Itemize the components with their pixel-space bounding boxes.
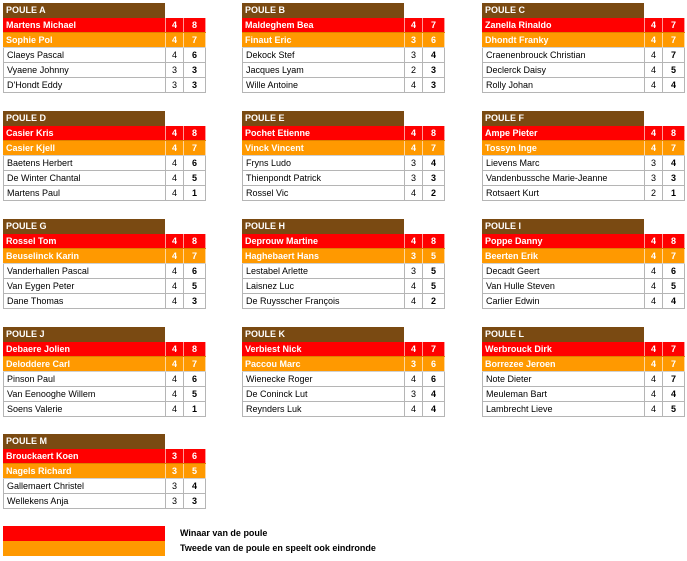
played-count: 4	[404, 372, 422, 386]
poule-row	[482, 78, 685, 93]
points-value: 3	[422, 171, 445, 185]
poule-row	[482, 33, 685, 48]
poule-row	[242, 372, 445, 387]
poule-row	[482, 171, 685, 186]
poule-row	[482, 126, 685, 141]
played-count: 3	[404, 48, 422, 62]
played-count: 3	[644, 171, 662, 185]
points-value: 7	[183, 141, 206, 155]
poule-table	[482, 111, 685, 201]
poule-row	[3, 402, 206, 417]
player-name: Dane Thomas	[3, 294, 165, 308]
points-value: 8	[422, 126, 445, 140]
played-count: 3	[165, 78, 183, 92]
played-count: 3	[165, 494, 183, 508]
points-value: 7	[662, 249, 685, 263]
player-name: Tossyn Inge	[485, 143, 537, 153]
poule-title: POULE E	[242, 111, 404, 126]
played-count: 4	[165, 279, 183, 293]
poule-title: POULE F	[482, 111, 644, 126]
poule-row	[3, 357, 206, 372]
poule-row	[242, 357, 445, 372]
played-count: 4	[404, 126, 422, 140]
poule-table	[3, 434, 206, 509]
points-value: 7	[662, 357, 685, 371]
poule-table	[3, 111, 206, 201]
player-name: Vandenbussche Marie-Jeanne	[482, 171, 644, 185]
player-name: Rossel Tom	[6, 236, 57, 246]
played-count: 3	[165, 464, 183, 478]
points-value: 7	[422, 18, 445, 32]
poule-row	[242, 264, 445, 279]
player-name: Lievens Marc	[482, 156, 644, 170]
points-value: 3	[422, 78, 445, 92]
legend-winner-swatch	[3, 526, 165, 541]
player-name: Meuleman Bart	[482, 387, 644, 401]
poule-title: POULE B	[242, 3, 404, 18]
points-value: 4	[662, 156, 685, 170]
poule-table	[242, 219, 445, 309]
played-count: 4	[644, 279, 662, 293]
played-count: 2	[644, 186, 662, 200]
player-name: Verbiest Nick	[245, 344, 302, 354]
points-value: 8	[183, 126, 206, 140]
points-value: 6	[422, 33, 445, 47]
legend-runner-up-label: Tweede van de poule en speelt ook eindronde	[180, 543, 376, 553]
poule-row	[482, 18, 685, 33]
poule-row	[3, 494, 206, 509]
poule-row	[242, 294, 445, 309]
player-name: Pochet Etienne	[245, 128, 311, 138]
poule-row	[3, 141, 206, 156]
player-name: Sophie Pol	[6, 35, 53, 45]
poule-row	[482, 249, 685, 264]
poule-row	[242, 342, 445, 357]
played-count: 3	[404, 156, 422, 170]
poule-row	[482, 234, 685, 249]
poule-row	[482, 342, 685, 357]
points-value: 7	[662, 342, 685, 356]
points-value: 4	[662, 387, 685, 401]
points-value: 3	[422, 63, 445, 77]
played-count: 4	[404, 294, 422, 308]
played-count: 4	[404, 279, 422, 293]
player-name: Decadt Geert	[482, 264, 644, 278]
player-name: Beuselinck Karin	[6, 251, 80, 261]
player-name: Casier Kris	[6, 128, 54, 138]
poule-title: POULE J	[3, 327, 165, 342]
played-count: 4	[644, 342, 662, 356]
player-name: Reynders Luk	[242, 402, 404, 416]
points-value: 2	[422, 186, 445, 200]
points-value: 7	[662, 48, 685, 62]
points-value: 3	[183, 63, 206, 77]
player-name: Wellekens Anja	[3, 494, 165, 508]
poule-row	[242, 249, 445, 264]
poule-table	[242, 111, 445, 201]
played-count: 4	[165, 18, 183, 32]
played-count: 4	[165, 141, 183, 155]
poule-row	[242, 279, 445, 294]
poule-title: POULE H	[242, 219, 404, 234]
points-value: 8	[662, 234, 685, 248]
points-value: 4	[422, 156, 445, 170]
poule-table	[3, 219, 206, 309]
poule-row	[482, 156, 685, 171]
player-name: Rolly Johan	[482, 78, 644, 92]
player-name: Vyaene Johnny	[3, 63, 165, 77]
played-count: 4	[165, 33, 183, 47]
points-value: 7	[662, 372, 685, 386]
poule-table	[3, 327, 206, 417]
player-name: Paccou Marc	[245, 359, 301, 369]
played-count: 3	[404, 264, 422, 278]
poule-row	[3, 342, 206, 357]
player-name: Gallemaert Christel	[3, 479, 165, 493]
played-count: 4	[165, 186, 183, 200]
player-name: Van Eenooghe Willem	[3, 387, 165, 401]
player-name: De Winter Chantal	[3, 171, 165, 185]
player-name: Martens Paul	[3, 186, 165, 200]
poule-table	[482, 3, 685, 93]
points-value: 7	[422, 141, 445, 155]
poule-row	[482, 294, 685, 309]
played-count: 4	[644, 387, 662, 401]
played-count: 3	[404, 249, 422, 263]
poule-row	[3, 186, 206, 201]
player-name: Wille Antoine	[242, 78, 404, 92]
played-count: 4	[644, 141, 662, 155]
played-count: 4	[404, 141, 422, 155]
player-name: Jacques Lyam	[242, 63, 404, 77]
poule-row	[242, 126, 445, 141]
poule-row	[3, 464, 206, 479]
points-value: 6	[183, 48, 206, 62]
player-name: Finaut Eric	[245, 35, 292, 45]
player-name: Beerten Erik	[485, 251, 539, 261]
played-count: 4	[165, 387, 183, 401]
points-value: 5	[422, 264, 445, 278]
poule-row	[3, 264, 206, 279]
poule-row	[3, 18, 206, 33]
played-count: 4	[644, 18, 662, 32]
played-count: 4	[644, 249, 662, 263]
poule-row	[3, 126, 206, 141]
player-name: De Ruysscher François	[242, 294, 404, 308]
poule-row	[482, 279, 685, 294]
poule-row	[3, 171, 206, 186]
poule-row	[242, 186, 445, 201]
player-name: D'Hondt Eddy	[3, 78, 165, 92]
player-name: Van Eygen Peter	[3, 279, 165, 293]
played-count: 4	[644, 372, 662, 386]
points-value: 3	[183, 494, 206, 508]
poule-table	[242, 327, 445, 417]
played-count: 4	[404, 186, 422, 200]
points-value: 6	[662, 264, 685, 278]
played-count: 3	[404, 33, 422, 47]
poule-row	[482, 372, 685, 387]
poule-row	[242, 18, 445, 33]
player-name: Borrezee Jeroen	[485, 359, 556, 369]
player-name: Carlier Edwin	[482, 294, 644, 308]
played-count: 4	[644, 294, 662, 308]
played-count: 3	[404, 171, 422, 185]
player-name: Haghebaert Hans	[245, 251, 320, 261]
played-count: 4	[165, 357, 183, 371]
points-value: 5	[183, 464, 206, 478]
player-name: Wienecke Roger	[242, 372, 404, 386]
poule-title: POULE L	[482, 327, 644, 342]
player-name: Deloddere Carl	[6, 359, 71, 369]
poule-title: POULE G	[3, 219, 165, 234]
played-count: 4	[165, 234, 183, 248]
played-count: 4	[165, 264, 183, 278]
poule-row	[3, 234, 206, 249]
poule-row	[3, 156, 206, 171]
poule-row	[242, 141, 445, 156]
poule-row	[482, 48, 685, 63]
poule-title: POULE D	[3, 111, 165, 126]
played-count: 4	[404, 78, 422, 92]
points-value: 2	[422, 294, 445, 308]
points-value: 5	[662, 63, 685, 77]
points-value: 5	[662, 402, 685, 416]
played-count: 4	[644, 234, 662, 248]
poule-row	[3, 479, 206, 494]
poule-title: POULE M	[3, 434, 165, 449]
played-count: 4	[165, 372, 183, 386]
player-name: De Coninck Lut	[242, 387, 404, 401]
player-name: Poppe Danny	[485, 236, 543, 246]
player-name: Baetens Herbert	[3, 156, 165, 170]
points-value: 8	[183, 234, 206, 248]
poule-row	[3, 249, 206, 264]
player-name: Casier Kjell	[6, 143, 56, 153]
player-name: Brouckaert Koen	[6, 451, 79, 461]
points-value: 7	[662, 33, 685, 47]
points-value: 1	[662, 186, 685, 200]
player-name: Claeys Pascal	[3, 48, 165, 62]
played-count: 4	[644, 78, 662, 92]
player-name: Soens Valerie	[3, 402, 165, 416]
played-count: 4	[644, 126, 662, 140]
played-count: 3	[644, 156, 662, 170]
poule-row	[3, 33, 206, 48]
poule-row	[482, 264, 685, 279]
player-name: Fryns Ludo	[242, 156, 404, 170]
points-value: 8	[183, 342, 206, 356]
player-name: Debaere Jolien	[6, 344, 71, 354]
poule-row	[3, 63, 206, 78]
played-count: 4	[644, 63, 662, 77]
player-name: Note Dieter	[482, 372, 644, 386]
points-value: 4	[662, 78, 685, 92]
played-count: 3	[404, 387, 422, 401]
poule-row	[242, 156, 445, 171]
points-value: 6	[422, 357, 445, 371]
points-value: 6	[183, 156, 206, 170]
points-value: 7	[662, 18, 685, 32]
poule-title: POULE A	[3, 3, 165, 18]
played-count: 4	[165, 249, 183, 263]
played-count: 4	[644, 357, 662, 371]
played-count: 3	[404, 357, 422, 371]
points-value: 5	[183, 171, 206, 185]
played-count: 2	[404, 63, 422, 77]
points-value: 8	[422, 234, 445, 248]
points-value: 4	[422, 402, 445, 416]
player-name: Dekock Stef	[242, 48, 404, 62]
played-count: 4	[165, 156, 183, 170]
poule-row	[482, 63, 685, 78]
points-value: 5	[183, 387, 206, 401]
player-name: Nagels Richard	[6, 466, 72, 476]
legend-winner-label: Winaar van de poule	[180, 528, 268, 538]
player-name: Pinson Paul	[3, 372, 165, 386]
played-count: 4	[404, 18, 422, 32]
player-name: Maldeghem Bea	[245, 20, 314, 30]
player-name: Martens Michael	[6, 20, 77, 30]
played-count: 4	[165, 342, 183, 356]
points-value: 7	[183, 33, 206, 47]
points-value: 7	[422, 342, 445, 356]
played-count: 4	[644, 402, 662, 416]
points-value: 8	[183, 18, 206, 32]
player-name: Zanella Rinaldo	[485, 20, 552, 30]
points-value: 6	[183, 264, 206, 278]
player-name: Vanderhallen Pascal	[3, 264, 165, 278]
played-count: 4	[165, 402, 183, 416]
points-value: 4	[422, 48, 445, 62]
points-value: 4	[662, 294, 685, 308]
points-value: 4	[422, 387, 445, 401]
poule-row	[242, 78, 445, 93]
poule-title: POULE I	[482, 219, 644, 234]
poule-row	[242, 48, 445, 63]
points-value: 6	[183, 372, 206, 386]
poule-row	[482, 402, 685, 417]
poule-row	[3, 372, 206, 387]
poule-row	[242, 63, 445, 78]
points-value: 1	[183, 402, 206, 416]
player-name: Deprouw Martine	[245, 236, 319, 246]
poule-row	[3, 279, 206, 294]
points-value: 7	[662, 141, 685, 155]
played-count: 3	[165, 449, 183, 463]
poule-table	[482, 327, 685, 417]
poule-row	[242, 387, 445, 402]
played-count: 3	[165, 479, 183, 493]
player-name: Rotsaert Kurt	[482, 186, 644, 200]
poule-row	[3, 294, 206, 309]
played-count: 4	[165, 126, 183, 140]
poule-row	[3, 78, 206, 93]
played-count: 4	[404, 342, 422, 356]
played-count: 4	[165, 171, 183, 185]
poule-row	[3, 48, 206, 63]
points-value: 3	[183, 294, 206, 308]
player-name: Declerck Daisy	[482, 63, 644, 77]
poule-table	[482, 219, 685, 309]
player-name: Lambrecht Lieve	[482, 402, 644, 416]
points-value: 6	[422, 372, 445, 386]
points-value: 7	[183, 249, 206, 263]
played-count: 3	[165, 63, 183, 77]
points-value: 5	[183, 279, 206, 293]
points-value: 5	[422, 279, 445, 293]
player-name: Vinck Vincent	[245, 143, 304, 153]
poule-row	[482, 186, 685, 201]
played-count: 4	[165, 294, 183, 308]
poule-table	[242, 3, 445, 93]
poule-row	[482, 141, 685, 156]
player-name: Craenenbrouck Christian	[482, 48, 644, 62]
poule-row	[482, 357, 685, 372]
points-value: 7	[183, 357, 206, 371]
poule-row	[3, 387, 206, 402]
played-count: 4	[165, 48, 183, 62]
poule-row	[242, 171, 445, 186]
poule-row	[482, 387, 685, 402]
poule-table	[3, 3, 206, 93]
points-value: 5	[662, 279, 685, 293]
player-name: Van Hulle Steven	[482, 279, 644, 293]
player-name: Ampe Pieter	[485, 128, 538, 138]
points-value: 1	[183, 186, 206, 200]
played-count: 4	[644, 48, 662, 62]
poule-row	[242, 234, 445, 249]
played-count: 4	[644, 33, 662, 47]
points-value: 8	[662, 126, 685, 140]
player-name: Laisnez Luc	[242, 279, 404, 293]
points-value: 5	[422, 249, 445, 263]
player-name: Werbrouck Dirk	[485, 344, 552, 354]
played-count: 4	[404, 402, 422, 416]
poule-title: POULE C	[482, 3, 644, 18]
poule-row	[3, 449, 206, 464]
player-name: Thienpondt Patrick	[242, 171, 404, 185]
points-value: 6	[183, 449, 206, 463]
poule-row	[242, 402, 445, 417]
points-value: 3	[183, 78, 206, 92]
poule-row	[242, 33, 445, 48]
player-name: Dhondt Franky	[485, 35, 549, 45]
poule-title: POULE K	[242, 327, 404, 342]
player-name: Lestabel Arlette	[242, 264, 404, 278]
points-value: 4	[183, 479, 206, 493]
played-count: 4	[404, 234, 422, 248]
played-count: 4	[644, 264, 662, 278]
points-value: 3	[662, 171, 685, 185]
legend-runner-up-swatch	[3, 541, 165, 556]
player-name: Rossel Vic	[242, 186, 404, 200]
